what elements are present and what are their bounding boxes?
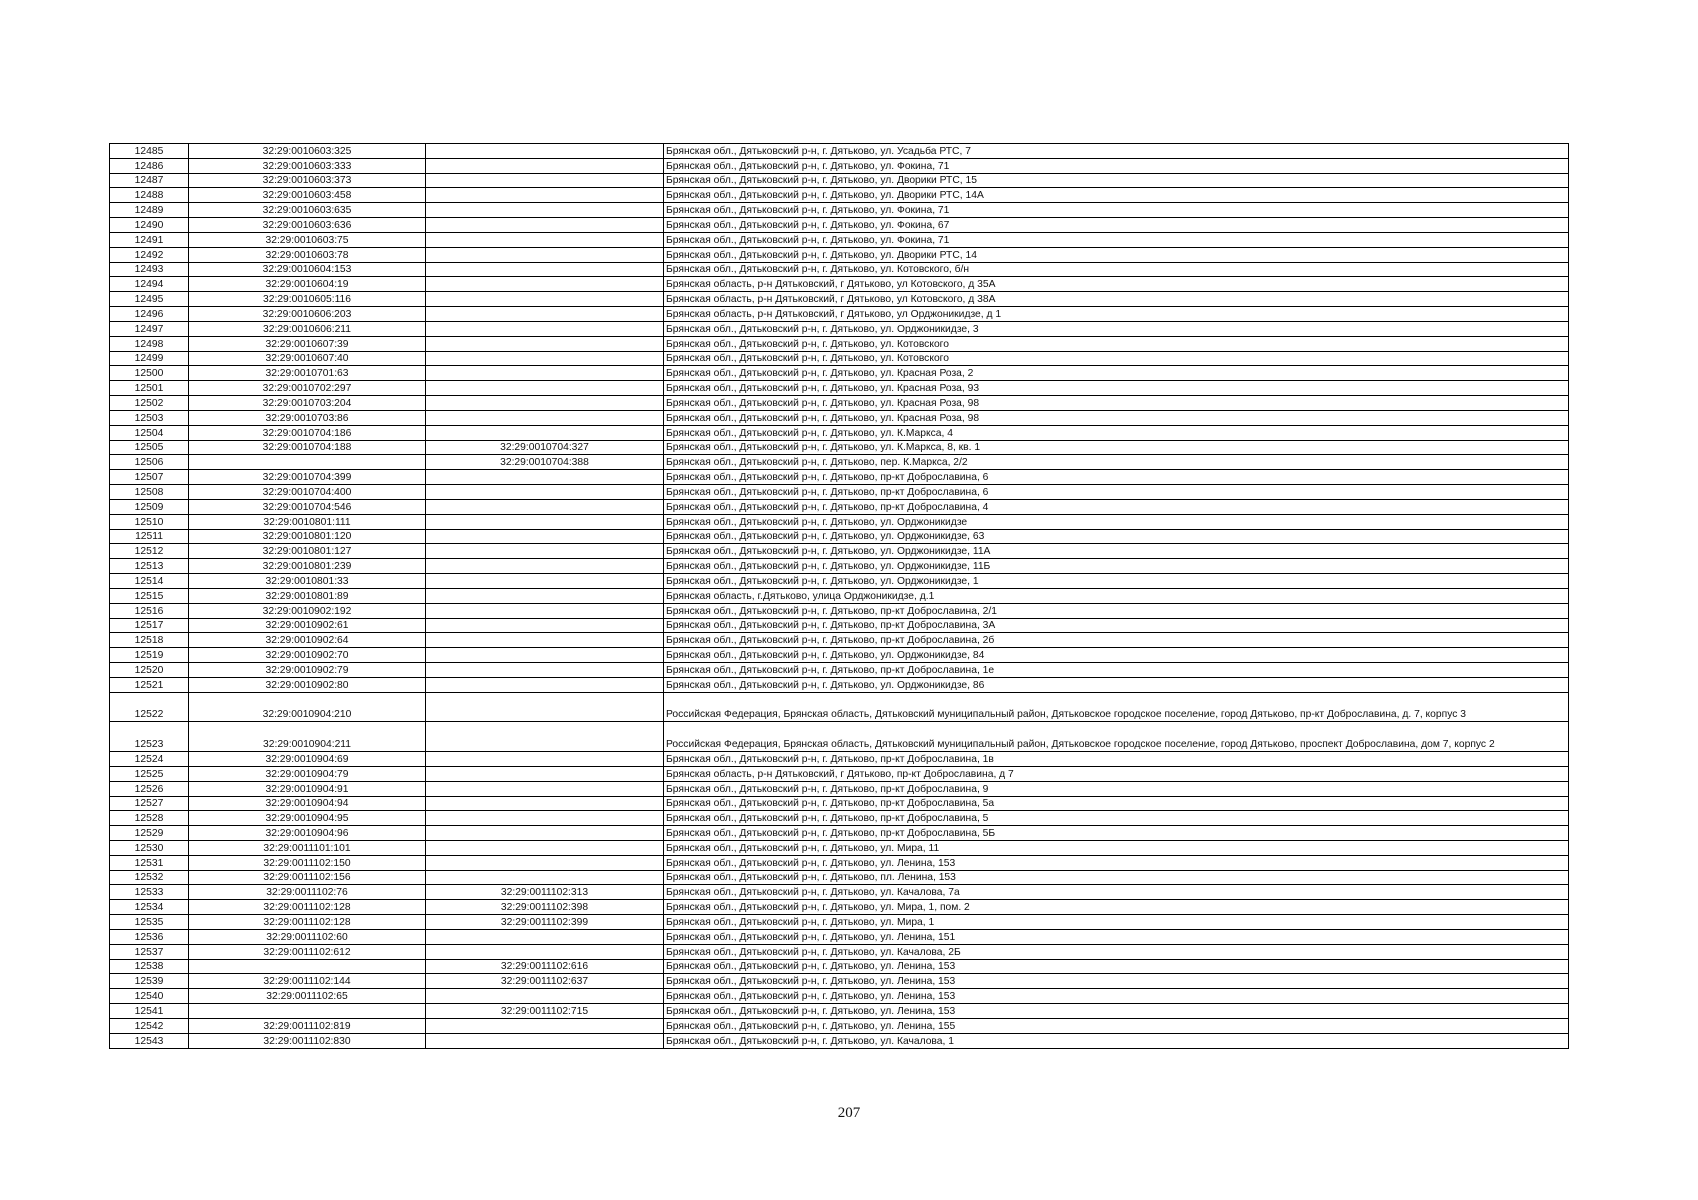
sub-cadastral-number-cell [426,929,664,944]
cadastral-number-cell: 32:29:0010702:297 [189,381,426,396]
cadastral-number-cell: 32:29:0010902:192 [189,603,426,618]
row-number-cell: 12497 [110,321,189,336]
cadastral-number-cell: 32:29:0010801:127 [189,544,426,559]
sub-cadastral-number-cell [426,218,664,233]
row-number-cell: 12505 [110,440,189,455]
address-cell: Брянская обл., Дятьковский р-н, г. Дятьково, ул. Усадьба РТС, 7 [664,144,1569,159]
cadastral-number-cell: 32:29:0010801:120 [189,529,426,544]
sub-cadastral-number-cell [426,588,664,603]
row-number-cell: 12512 [110,544,189,559]
cadastral-number-cell: 32:29:0010703:86 [189,410,426,425]
cadastral-number-cell: 32:29:0010704:400 [189,485,426,500]
table-row [110,470,1569,485]
row-number-cell: 12523 [110,722,189,752]
table-row [110,855,1569,870]
table-row [110,633,1569,648]
cadastral-number-cell: 32:29:0010607:39 [189,336,426,351]
sub-cadastral-number-cell [426,781,664,796]
row-number-cell: 12517 [110,618,189,633]
row-number-cell: 12531 [110,855,189,870]
row-number-cell: 12538 [110,959,189,974]
table-row [110,173,1569,188]
table-row [110,722,1569,752]
row-number-cell: 12492 [110,247,189,262]
address-cell: Брянская область, р-н Дятьковский, г Дятьково, ул Орджоникидзе, д 1 [664,307,1569,322]
sub-cadastral-number-cell [426,618,664,633]
row-number-cell: 12533 [110,885,189,900]
sub-cadastral-number-cell [426,855,664,870]
row-number-cell: 12524 [110,752,189,767]
sub-cadastral-number-cell [426,232,664,247]
row-number-cell: 12529 [110,826,189,841]
sub-cadastral-number-cell [426,944,664,959]
sub-cadastral-number-cell: 32:29:0011102:637 [426,974,664,989]
table-row [110,529,1569,544]
row-number-cell: 12541 [110,1004,189,1019]
cadastral-number-cell: 32:29:0010904:210 [189,692,426,722]
table-row [110,440,1569,455]
table-row [110,811,1569,826]
address-cell: Брянская обл., Дятьковский р-н, г. Дятьково, ул. Фокина, 71 [664,203,1569,218]
sub-cadastral-number-cell: 32:29:0011102:616 [426,959,664,974]
address-cell: Брянская обл., Дятьковский р-н, г. Дятьково, ул. Ленина, 153 [664,989,1569,1004]
table-row [110,366,1569,381]
address-cell: Брянская обл., Дятьковский р-н, г. Дятьково, ул. Красная Роза, 2 [664,366,1569,381]
cadastral-number-cell: 32:29:0010902:61 [189,618,426,633]
sub-cadastral-number-cell [426,173,664,188]
row-number-cell: 12527 [110,796,189,811]
cadastral-number-cell: 32:29:0011102:76 [189,885,426,900]
address-cell: Брянская область, р-н Дятьковский, г Дятьково, ул Котовского, д 38А [664,292,1569,307]
sub-cadastral-number-cell [426,485,664,500]
sub-cadastral-number-cell [426,336,664,351]
address-cell: Брянская обл., Дятьковский р-н, г. Дятьково, пр-кт Доброславина, 4 [664,499,1569,514]
address-cell: Брянская обл., Дятьковский р-н, г. Дятьково, ул. Котовского [664,336,1569,351]
address-cell: Брянская обл., Дятьковский р-н, г. Дятьково, ул. Ленина, 153 [664,1004,1569,1019]
cadastral-number-cell: 32:29:0011102:830 [189,1033,426,1048]
sub-cadastral-number-cell: 32:29:0010704:388 [426,455,664,470]
row-number-cell: 12494 [110,277,189,292]
cadastral-number-cell: 32:29:0010801:33 [189,574,426,589]
row-number-cell: 12485 [110,144,189,159]
table-row [110,989,1569,1004]
table-row [110,1004,1569,1019]
sub-cadastral-number-cell [426,203,664,218]
cadastral-number-cell: 32:29:0010603:636 [189,218,426,233]
cadastral-number-cell: 32:29:0010607:40 [189,351,426,366]
cadastral-number-cell: 32:29:0010904:91 [189,781,426,796]
row-number-cell: 12542 [110,1018,189,1033]
table-row [110,603,1569,618]
row-number-cell: 12498 [110,336,189,351]
table-row [110,218,1569,233]
sub-cadastral-number-cell: 32:29:0011102:313 [426,885,664,900]
address-cell: Брянская обл., Дятьковский р-н, г. Дятьково, ул. Дворики РТС, 15 [664,173,1569,188]
cadastral-number-cell: 32:29:0010603:333 [189,158,426,173]
cadastral-number-cell: 32:29:0010704:546 [189,499,426,514]
cadastral-number-cell: 32:29:0010703:204 [189,396,426,411]
cadastral-number-cell: 32:29:0011102:65 [189,989,426,1004]
row-number-cell: 12537 [110,944,189,959]
table-row [110,944,1569,959]
row-number-cell: 12499 [110,351,189,366]
table-row [110,247,1569,262]
row-number-cell: 12508 [110,485,189,500]
table-row [110,766,1569,781]
row-number-cell: 12501 [110,381,189,396]
row-number-cell: 12530 [110,840,189,855]
table-row [110,826,1569,841]
row-number-cell: 12487 [110,173,189,188]
sub-cadastral-number-cell [426,603,664,618]
sub-cadastral-number-cell [426,766,664,781]
table-row [110,677,1569,692]
address-cell: Брянская обл., Дятьковский р-н, г. Дятьково, ул. Орджоникидзе, 63 [664,529,1569,544]
table-row [110,514,1569,529]
sub-cadastral-number-cell [426,1033,664,1048]
address-cell: Брянская обл., Дятьковский р-н, г. Дятьково, пр-кт Доброславина, 6 [664,470,1569,485]
row-number-cell: 12511 [110,529,189,544]
address-cell: Брянская обл., Дятьковский р-н, г. Дятьково, пр-кт Доброславина, 3А [664,618,1569,633]
table-row [110,188,1569,203]
cadastral-number-cell: 32:29:0010605:116 [189,292,426,307]
row-number-cell: 12543 [110,1033,189,1048]
cadastral-number-cell: 32:29:0010902:79 [189,662,426,677]
table-row [110,292,1569,307]
cadastral-number-cell: 32:29:0010904:211 [189,722,426,752]
sub-cadastral-number-cell [426,544,664,559]
table-row [110,618,1569,633]
address-cell: Брянская обл., Дятьковский р-н, г. Дятьково, ул. Орджоникидзе, 11Б [664,559,1569,574]
sub-cadastral-number-cell [426,529,664,544]
cadastral-number-cell: 32:29:0010704:186 [189,425,426,440]
row-number-cell: 12491 [110,232,189,247]
sub-cadastral-number-cell [426,470,664,485]
cadastral-number-cell: 32:29:0011102:128 [189,915,426,930]
sub-cadastral-number-cell [426,277,664,292]
sub-cadastral-number-cell [426,989,664,1004]
sub-cadastral-number-cell: 32:29:0011102:399 [426,915,664,930]
sub-cadastral-number-cell [426,396,664,411]
cadastral-number-cell: 32:29:0010603:373 [189,173,426,188]
sub-cadastral-number-cell [426,559,664,574]
row-number-cell: 12519 [110,648,189,663]
address-cell: Брянская обл., Дятьковский р-н, г. Дятьково, ул. Орджоникидзе [664,514,1569,529]
row-number-cell: 12488 [110,188,189,203]
table-row [110,232,1569,247]
row-number-cell: 12514 [110,574,189,589]
row-number-cell: 12528 [110,811,189,826]
address-cell: Брянская обл., Дятьковский р-н, г. Дятьково, ул. Качалова, 7а [664,885,1569,900]
cadastral-number-cell: 32:29:0010904:69 [189,752,426,767]
cadastral-number-cell: 32:29:0010606:203 [189,307,426,322]
table-row [110,544,1569,559]
address-cell: Брянская обл., Дятьковский р-н, г. Дятьково, ул. Качалова, 2Б [664,944,1569,959]
cadastral-number-cell: 32:29:0010603:78 [189,247,426,262]
row-number-cell: 12532 [110,870,189,885]
table-row [110,410,1569,425]
table-row [110,158,1569,173]
table-row [110,396,1569,411]
sub-cadastral-number-cell [426,648,664,663]
address-cell: Брянская обл., Дятьковский р-н, г. Дятьково, ул. Дворики РТС, 14А [664,188,1569,203]
sub-cadastral-number-cell [426,574,664,589]
table-row [110,574,1569,589]
table-row [110,1018,1569,1033]
cadastral-number-cell: 32:29:0011102:144 [189,974,426,989]
row-number-cell: 12534 [110,900,189,915]
table-row [110,559,1569,574]
sub-cadastral-number-cell [426,840,664,855]
address-cell: Брянская область, р-н Дятьковский, г Дятьково, пр-кт Доброславина, д 7 [664,766,1569,781]
cadastral-number-cell: 32:29:0011102:60 [189,929,426,944]
cadastral-number-cell [189,455,426,470]
sub-cadastral-number-cell [426,514,664,529]
row-number-cell: 12540 [110,989,189,1004]
table-row [110,840,1569,855]
row-number-cell: 12536 [110,929,189,944]
table-body [110,144,1569,1049]
address-cell: Брянская обл., Дятьковский р-н, г. Дятьково, пр-кт Доброславина, 2/1 [664,603,1569,618]
address-cell: Брянская обл., Дятьковский р-н, г. Дятьково, ул. Ленина, 153 [664,855,1569,870]
table-row [110,929,1569,944]
row-number-cell: 12496 [110,307,189,322]
sub-cadastral-number-cell [426,410,664,425]
cadastral-number-cell: 32:29:0010603:325 [189,144,426,159]
address-cell: Брянская обл., Дятьковский р-н, г. Дятьково, ул. Ленина, 153 [664,974,1569,989]
row-number-cell: 12516 [110,603,189,618]
address-cell: Брянская обл., Дятьковский р-н, г. Дятьково, ул. Ленина, 153 [664,959,1569,974]
address-cell: Брянская обл., Дятьковский р-н, г. Дятьково, ул. Орджоникидзе, 1 [664,574,1569,589]
sub-cadastral-number-cell [426,158,664,173]
table-row [110,203,1569,218]
table-row [110,752,1569,767]
cadastral-number-cell: 32:29:0010704:399 [189,470,426,485]
sub-cadastral-number-cell [426,351,664,366]
cadastral-number-cell: 32:29:0011101:101 [189,840,426,855]
address-cell: Брянская обл., Дятьковский р-н, г. Дятьково, пр-кт Доброславина, 5 [664,811,1569,826]
address-cell: Брянская обл., Дятьковский р-н, г. Дятьково, ул. Мира, 11 [664,840,1569,855]
row-number-cell: 12515 [110,588,189,603]
cadastral-number-cell: 32:29:0010704:188 [189,440,426,455]
address-cell: Брянская обл., Дятьковский р-н, г. Дятьково, пр-кт Доброславина, 5Б [664,826,1569,841]
address-cell: Брянская обл., Дятьковский р-н, г. Дятьково, ул. Котовского [664,351,1569,366]
row-number-cell: 12518 [110,633,189,648]
address-cell: Брянская обл., Дятьковский р-н, г. Дятьково, ул. Ленина, 155 [664,1018,1569,1033]
sub-cadastral-number-cell: 32:29:0011102:715 [426,1004,664,1019]
row-number-cell: 12525 [110,766,189,781]
cadastral-number-cell: 32:29:0010902:80 [189,677,426,692]
cadastral-number-cell: 32:29:0010902:64 [189,633,426,648]
cadastral-number-cell: 32:29:0010603:458 [189,188,426,203]
cadastral-number-cell: 32:29:0011102:128 [189,900,426,915]
address-cell: Российская Федерация, Брянская область, Дятьковский муниципальный район, Дятьковское городское поселение, город Дятьково, проспект Доброславина, дом 7, корпус 2 [664,722,1569,752]
address-cell: Брянская обл., Дятьковский р-н, г. Дятьково, пр-кт Доброславина, 5а [664,796,1569,811]
row-number-cell: 12500 [110,366,189,381]
cadastral-number-cell: 32:29:0010904:95 [189,811,426,826]
address-cell: Брянская обл., Дятьковский р-н, г. Дятьково, ул. Красная Роза, 93 [664,381,1569,396]
row-number-cell: 12507 [110,470,189,485]
row-number-cell: 12509 [110,499,189,514]
table-row [110,959,1569,974]
cadastral-number-cell: 32:29:0011102:819 [189,1018,426,1033]
sub-cadastral-number-cell [426,692,664,722]
sub-cadastral-number-cell [426,722,664,752]
cadastral-number-cell: 32:29:0010701:63 [189,366,426,381]
page-number: 207 [837,1105,861,1121]
table-row [110,588,1569,603]
cadastral-number-cell: 32:29:0010604:153 [189,262,426,277]
address-cell: Брянская обл., Дятьковский р-н, г. Дятьково, пр-кт Доброславина, 1е [664,662,1569,677]
row-number-cell: 12535 [110,915,189,930]
address-cell: Брянская обл., Дятьковский р-н, г. Дятьково, пр-кт Доброславина, 1в [664,752,1569,767]
table-row [110,351,1569,366]
cadastral-number-cell [189,1004,426,1019]
sub-cadastral-number-cell [426,247,664,262]
address-cell: Брянская обл., Дятьковский р-н, г. Дятьково, ул. Орджоникидзе, 11А [664,544,1569,559]
address-cell: Брянская обл., Дятьковский р-н, г. Дятьково, ул. К.Маркса, 4 [664,425,1569,440]
cadastral-number-cell: 32:29:0011102:612 [189,944,426,959]
sub-cadastral-number-cell [426,144,664,159]
sub-cadastral-number-cell [426,425,664,440]
cadastral-number-cell: 32:29:0011102:150 [189,855,426,870]
row-number-cell: 12520 [110,662,189,677]
row-number-cell: 12502 [110,396,189,411]
address-cell: Брянская обл., Дятьковский р-н, г. Дятьково, ул. Фокина, 71 [664,232,1569,247]
address-cell: Брянская обл., Дятьковский р-н, г. Дятьково, пр-кт Доброславина, 6 [664,485,1569,500]
address-cell: Российская Федерация, Брянская область, Дятьковский муниципальный район, Дятьковское городское поселение, город Дятьково, пр-кт Доброславина, д. 7, корпус 3 [664,692,1569,722]
row-number-cell: 12504 [110,425,189,440]
sub-cadastral-number-cell [426,188,664,203]
address-cell: Брянская обл., Дятьковский р-н, г. Дятьково, пр-кт Доброславина, 2б [664,633,1569,648]
row-number-cell: 12503 [110,410,189,425]
table-row [110,425,1569,440]
table-row [110,277,1569,292]
sub-cadastral-number-cell [426,499,664,514]
sub-cadastral-number-cell [426,633,664,648]
row-number-cell: 12510 [110,514,189,529]
row-number-cell: 12506 [110,455,189,470]
sub-cadastral-number-cell: 32:29:0011102:398 [426,900,664,915]
address-cell: Брянская обл., Дятьковский р-н, г. Дятьково, ул. Орджоникидзе, 3 [664,321,1569,336]
cadastral-number-cell: 32:29:0010606:211 [189,321,426,336]
sub-cadastral-number-cell [426,870,664,885]
table-row [110,870,1569,885]
table-row [110,781,1569,796]
address-cell: Брянская обл., Дятьковский р-н, г. Дятьково, ул. Орджоникидзе, 84 [664,648,1569,663]
address-cell: Брянская обл., Дятьковский р-н, г. Дятьково, ул. Фокина, 67 [664,218,1569,233]
row-number-cell: 12486 [110,158,189,173]
sub-cadastral-number-cell [426,662,664,677]
address-cell: Брянская обл., Дятьковский р-н, г. Дятьково, пр-кт Доброславина, 9 [664,781,1569,796]
row-number-cell: 12539 [110,974,189,989]
address-cell: Брянская обл., Дятьковский р-н, г. Дятьково, ул. Орджоникидзе, 86 [664,677,1569,692]
sub-cadastral-number-cell [426,292,664,307]
sub-cadastral-number-cell [426,1018,664,1033]
sub-cadastral-number-cell [426,262,664,277]
address-cell: Брянская обл., Дятьковский р-н, г. Дятьково, ул. Фокина, 71 [664,158,1569,173]
row-number-cell: 12522 [110,692,189,722]
sub-cadastral-number-cell [426,381,664,396]
cadastral-number-cell: 32:29:0010604:19 [189,277,426,292]
table-row [110,915,1569,930]
table-row [110,662,1569,677]
sub-cadastral-number-cell [426,677,664,692]
address-cell: Брянская обл., Дятьковский р-н, г. Дятьково, ул. Дворики РТС, 14 [664,247,1569,262]
sub-cadastral-number-cell [426,811,664,826]
table-row [110,1033,1569,1048]
row-number-cell: 12493 [110,262,189,277]
cadastral-number-cell: 32:29:0010603:75 [189,232,426,247]
row-number-cell: 12526 [110,781,189,796]
address-cell: Брянская обл., Дятьковский р-н, г. Дятьково, ул. Качалова, 1 [664,1033,1569,1048]
address-cell: Брянская область, р-н Дятьковский, г Дятьково, ул Котовского, д 35А [664,277,1569,292]
address-cell: Брянская область, г.Дятьково, улица Орджоникидзе, д.1 [664,588,1569,603]
table-row [110,900,1569,915]
cadastral-number-cell: 32:29:0010603:635 [189,203,426,218]
property-registry-table [109,143,1569,1049]
table-row [110,144,1569,159]
sub-cadastral-number-cell: 32:29:0010704:327 [426,440,664,455]
address-cell: Брянская обл., Дятьковский р-н, г. Дятьково, ул. Красная Роза, 98 [664,410,1569,425]
address-cell: Брянская обл., Дятьковский р-н, г. Дятьково, ул. Мира, 1, пом. 2 [664,900,1569,915]
address-cell: Брянская обл., Дятьковский р-н, г. Дятьково, ул. Ленина, 151 [664,929,1569,944]
cadastral-number-cell: 32:29:0010904:79 [189,766,426,781]
sub-cadastral-number-cell [426,321,664,336]
sub-cadastral-number-cell [426,307,664,322]
table-row [110,499,1569,514]
row-number-cell: 12521 [110,677,189,692]
cadastral-number-cell: 32:29:0010902:70 [189,648,426,663]
table-row [110,974,1569,989]
cadastral-number-cell: 32:29:0010801:89 [189,588,426,603]
row-number-cell: 12490 [110,218,189,233]
sub-cadastral-number-cell [426,366,664,381]
address-cell: Брянская обл., Дятьковский р-н, г. Дятьково, ул. Красная Роза, 98 [664,396,1569,411]
table-row [110,321,1569,336]
table-row [110,692,1569,722]
sub-cadastral-number-cell [426,826,664,841]
address-cell: Брянская обл., Дятьковский р-н, г. Дятьково, пер. К.Маркса, 2/2 [664,455,1569,470]
table-row [110,485,1569,500]
table-row [110,262,1569,277]
sub-cadastral-number-cell [426,796,664,811]
table-row [110,648,1569,663]
sub-cadastral-number-cell [426,752,664,767]
table-row [110,336,1569,351]
cadastral-number-cell: 32:29:0010904:96 [189,826,426,841]
row-number-cell: 12495 [110,292,189,307]
cadastral-number-cell [189,959,426,974]
table-row [110,885,1569,900]
cadastral-number-cell: 32:29:0010801:111 [189,514,426,529]
address-cell: Брянская обл., Дятьковский р-н, г. Дятьково, ул. К.Маркса, 8, кв. 1 [664,440,1569,455]
cadastral-number-cell: 32:29:0011102:156 [189,870,426,885]
address-cell: Брянская обл., Дятьковский р-н, г. Дятьково, ул. Мира, 1 [664,915,1569,930]
row-number-cell: 12489 [110,203,189,218]
table-row [110,381,1569,396]
address-cell: Брянская обл., Дятьковский р-н, г. Дятьково, пл. Ленина, 153 [664,870,1569,885]
cadastral-number-cell: 32:29:0010904:94 [189,796,426,811]
table-row [110,796,1569,811]
table-row [110,307,1569,322]
cadastral-number-cell: 32:29:0010801:239 [189,559,426,574]
row-number-cell: 12513 [110,559,189,574]
address-cell: Брянская обл., Дятьковский р-н, г. Дятьково, ул. Котовского, б/н [664,262,1569,277]
table-row [110,455,1569,470]
